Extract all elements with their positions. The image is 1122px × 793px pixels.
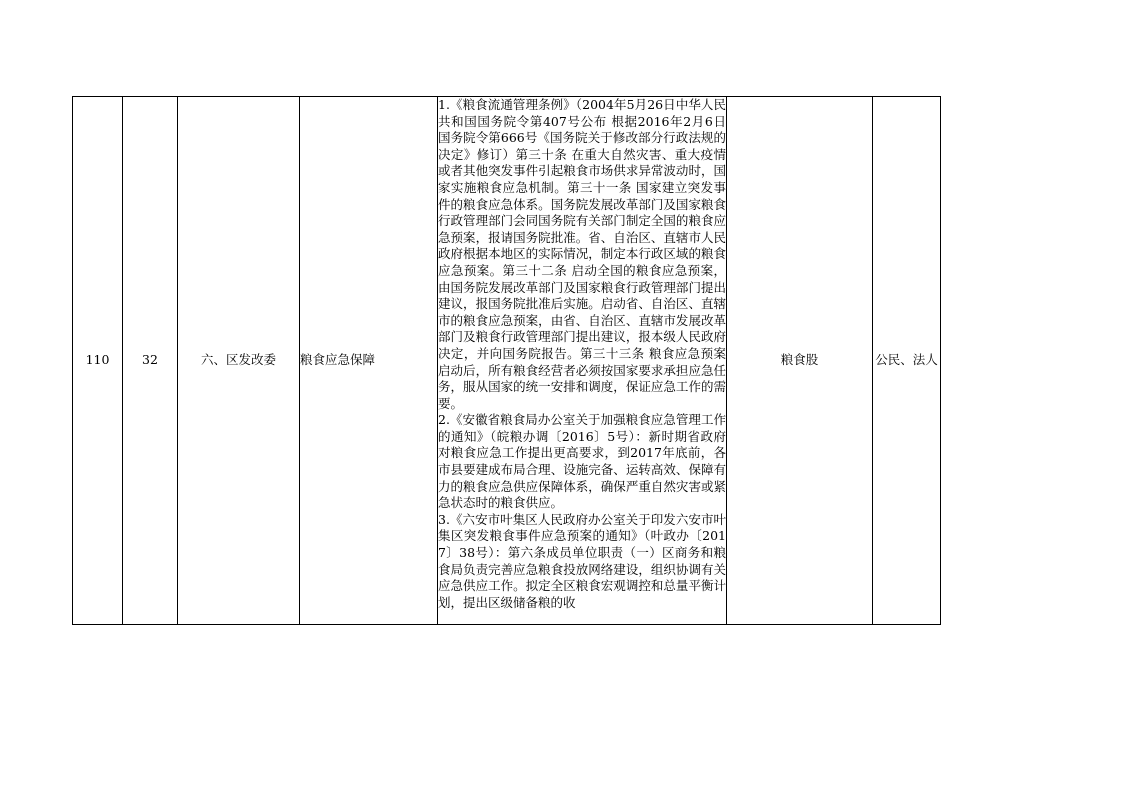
table-row (73, 97, 941, 625)
basis-paragraph-3: 3.《六安市叶集区人民政府办公室关于印发六安市叶集区突发粮食事件应急预案的通知》（叶政办〔2017〕38号）：第六条成员单位职责（一）区商务和粮食局负责完善应急粮食投放网络建设，组织协调有关应急供应工作。拟定全区粮食宏观调控和总量平衡计划，提出区级储备粮的收 (438, 511, 726, 610)
item-name-cell: 粮食应急保障 (300, 97, 438, 625)
legal-basis-text (438, 97, 726, 623)
target-cell: 公民、法人 (873, 97, 941, 625)
document-table (72, 96, 941, 625)
basis-paragraph-1: 1.《粮食流通管理条例》（2004年5月26日中华人民共和国国务院令第407号公布 根据2016年2月6日国务院令第666号《国务院关于修改部分行政法规的决定》修订）第三十条 在重大自然灾害、重大疫情或者其他突发事件引起粮食市场供求异常波动时，国家实施粮食应急机制。第三十一条 国家建立突发事件的粮食应急体系。国务院发展改革部门及国家粮食行政管理部门会同国务院有关部门制定全国的粮食应急预案，报请国务院批准。省、自治区、直辖市人民政府根据本地区的实际情况，制定本行政区域的粮食应急预案。第三十二条 启动全国的粮食应急预案，由国务院发展改革部门及国家粮食行政管理部门提出建议，报国务院批准后实施。启动省、自治区、直辖市的粮食应急预案，由省、自治区、直辖市发展改革部门及粮食行政管理部门提出建议，报本级人民政府决定，并向国务院报告。第三十三条 粮食应急预案启动后，所有粮食经营者必须按国家要求承担应急任务，服从国家的统一安排和调度，保证应急工作的需要。 (438, 97, 726, 411)
seq-cell: 110 (73, 97, 123, 625)
basis-paragraph-2: 2.《安徽省粮食局办公室关于加强粮食应急管理工作的通知》（皖粮办调〔2016〕5号）：新时期省政府对粮食应急工作提出更高要求，到2017年底前，各市县要建成布局合理、设施完备、运转高效、保障有力的粮食应急供应保障体系，确保严重自然灾害或紧急状态时的粮食供应。 (438, 412, 726, 511)
responsible-unit-cell: 粮食股 (727, 97, 873, 625)
sub-seq-cell: 32 (123, 97, 178, 625)
legal-basis-cell (438, 97, 727, 625)
department-cell: 六、区发改委 (178, 97, 300, 625)
